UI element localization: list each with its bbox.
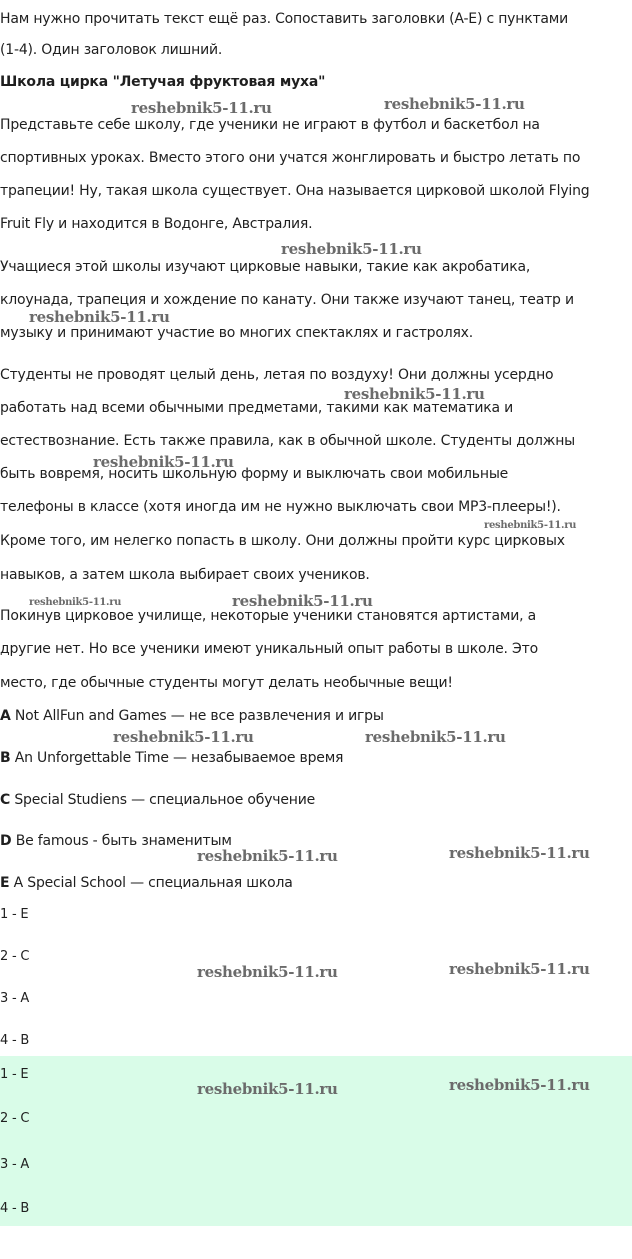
heading-letter: C	[0, 792, 11, 808]
paragraph-line: другие нет. Но все ученики имеют уникальный опыт работы в школе. Это	[0, 641, 538, 657]
paragraph-line: Учащиеся этой школы изучают цирковые навыки, такие как акробатика,	[0, 259, 531, 275]
paragraph-line: работать над всеми обычными предметами, такими как математика и	[0, 400, 514, 416]
heading-option	[0, 791, 315, 809]
answer-item: 2 - C	[0, 949, 30, 964]
article-title: Школа цирка "Летучая фруктовая муха"	[0, 74, 326, 90]
heading-text: Special Studiens — специальное обучение	[14, 792, 316, 808]
heading-text: Not AllFun and Games — не все развлечения и игры	[14, 708, 384, 724]
watermark: reshebnik5-11.ru	[365, 728, 506, 746]
heading-text: An Unforgettable Time — незабываемое время	[14, 750, 344, 766]
watermark: reshebnik5-11.ru	[484, 520, 577, 531]
answer-item: 3 - A	[0, 991, 30, 1006]
heading-option	[0, 707, 384, 725]
heading-letter: E	[0, 875, 10, 891]
watermark: reshebnik5-11.ru	[29, 308, 170, 326]
intro-line: Нам нужно прочитать текст ещё раз. Сопоставить заголовки (A-E) с пунктами	[0, 11, 569, 27]
paragraph-line: место, где обычные студенты могут делать необычные вещи!	[0, 675, 453, 691]
watermark: reshebnik5-11.ru	[29, 597, 122, 608]
heading-letter: D	[0, 833, 12, 849]
watermark: reshebnik5-11.ru	[344, 385, 485, 403]
answer-item-highlighted: 4 - B	[0, 1201, 30, 1216]
paragraph-line: Студенты не проводят целый день, летая по воздуху! Они должны усердно	[0, 367, 554, 383]
watermark: reshebnik5-11.ru	[281, 240, 422, 258]
answer-item-highlighted: 1 - E	[0, 1067, 29, 1082]
answer-item: 1 - E	[0, 907, 29, 922]
intro-line: (1-4). Один заголовок лишний.	[0, 42, 223, 58]
heading-option	[0, 874, 293, 892]
paragraph-line: навыков, а затем школа выбирает своих учеников.	[0, 567, 370, 583]
paragraph-line: Кроме того, им нелегко попасть в школу. Они должны пройти курс цирковых	[0, 533, 565, 549]
paragraph-line: спортивных уроках. Вместо этого они учатся жонглировать и быстро летать по	[0, 150, 581, 166]
paragraph-line: быть вовремя, носить школьную форму и выключать свои мобильные	[0, 466, 509, 482]
paragraph-line: естествознание. Есть также правила, как в обычной школе. Студенты должны	[0, 433, 576, 449]
watermark: reshebnik5-11.ru	[197, 1080, 338, 1098]
watermark: reshebnik5-11.ru	[384, 95, 525, 113]
answer-item-highlighted: 2 - C	[0, 1111, 30, 1126]
paragraph-line: Покинув цирковое училище, некоторые ученики становятся артистами, а	[0, 608, 536, 624]
answer-item: 4 - B	[0, 1033, 30, 1048]
paragraph-line: музыку и принимают участие во многих спектаклях и гастролях.	[0, 325, 474, 341]
watermark: reshebnik5-11.ru	[232, 592, 373, 610]
watermark: reshebnik5-11.ru	[113, 728, 254, 746]
paragraph-line: трапеции! Ну, такая школа существует. Она называется цирковой школой Flying	[0, 183, 590, 199]
heading-option	[0, 749, 343, 767]
paragraph-line: клоунада, трапеция и хождение по канату. Они также изучают танец, театр и	[0, 292, 574, 308]
heading-text: Be famous - быть знаменитым	[15, 833, 232, 849]
heading-text: A Special School — специальная школа	[13, 875, 293, 891]
watermark: reshebnik5-11.ru	[197, 963, 338, 981]
watermark: reshebnik5-11.ru	[93, 453, 234, 471]
watermark: reshebnik5-11.ru	[449, 960, 590, 978]
paragraph-line: Представьте себе школу, где ученики не играют в футбол и баскетбол на	[0, 117, 540, 133]
watermark: reshebnik5-11.ru	[131, 99, 272, 117]
heading-letter: B	[0, 750, 11, 766]
watermark: reshebnik5-11.ru	[197, 847, 338, 865]
heading-letter: A	[0, 708, 11, 724]
paragraph-line: Fruit Fly и находится в Водонге, Австралия.	[0, 216, 313, 232]
watermark: reshebnik5-11.ru	[449, 844, 590, 862]
paragraph-line: телефоны в классе (хотя иногда им не нужно выключать свои MP3-плееры!).	[0, 499, 561, 515]
watermark: reshebnik5-11.ru	[449, 1076, 590, 1094]
answer-item-highlighted: 3 - A	[0, 1157, 30, 1172]
